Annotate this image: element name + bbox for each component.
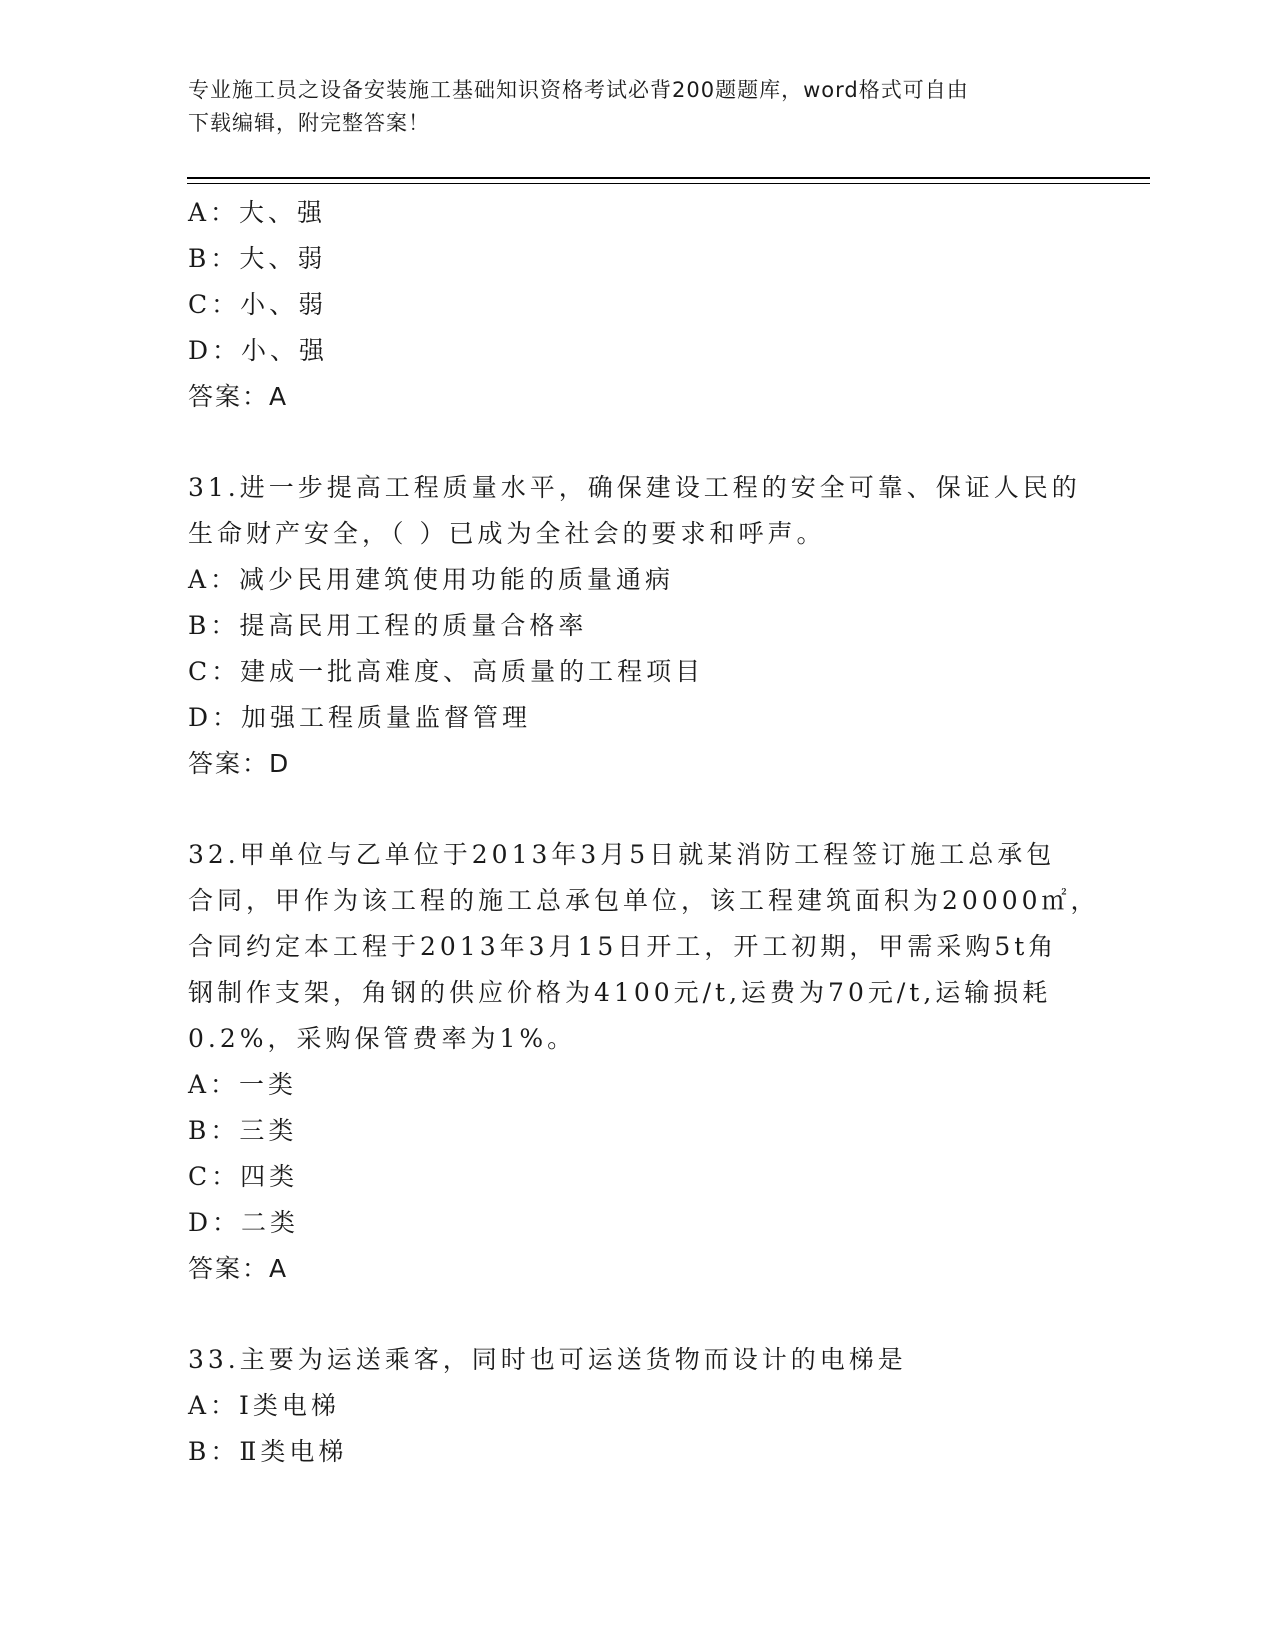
option-b: B：三类 — [188, 1116, 298, 1145]
option-a: A：一类 — [188, 1070, 298, 1099]
question-stem-line: 31.进一步提高工程质量水平，确保建设工程的安全可靠、保证人民的 — [188, 473, 1081, 502]
option-d: D：加强工程质量监督管理 — [188, 703, 532, 732]
option-b: B：大、弱 — [188, 244, 327, 273]
question-31-block — [188, 465, 1088, 787]
option-c: C：四类 — [188, 1162, 299, 1191]
header-title-line-1: 专业施工员之设备安装施工基础知识资格考试必背200题题库，word格式可自由 — [188, 78, 969, 102]
option-a: A：减少民用建筑使用功能的质量通病 — [188, 565, 675, 594]
spacer — [188, 420, 1088, 465]
spacer — [188, 1292, 1088, 1337]
answer-line: 答案：A — [188, 382, 289, 411]
option-a: A：大、强 — [188, 198, 327, 227]
spacer — [188, 787, 1088, 832]
answer-line: 答案：D — [188, 749, 291, 778]
question-stem-line: 0.2%，采购保管费率为1%。 — [188, 1024, 577, 1053]
option-b: B：Ⅱ类电梯 — [188, 1437, 348, 1466]
option-d: D：二类 — [188, 1208, 300, 1237]
document-body — [188, 190, 1100, 1475]
question-stem-line: 合同，甲作为该工程的施工总承包单位，该工程建筑面积为20000㎡， — [188, 886, 1100, 915]
option-a: A：Ⅰ类电梯 — [188, 1391, 340, 1420]
header-rule-thick — [187, 177, 1150, 179]
document-header — [188, 74, 1088, 140]
header-title-line-2: 下载编辑，附完整答案！ — [188, 111, 430, 135]
answer-line: 答案：A — [188, 1254, 289, 1283]
question-30-block — [188, 190, 1088, 420]
question-stem-line: 32.甲单位与乙单位于2013年3月5日就某消防工程签订施工总承包 — [188, 840, 1056, 869]
question-stem-line: 33.主要为运送乘客，同时也可运送货物而设计的电梯是 — [188, 1345, 907, 1374]
question-stem-line: 钢制作支架，角钢的供应价格为4100元/t,运费为70元/t,运输损耗 — [188, 978, 1052, 1007]
option-d: D：小、强 — [188, 336, 329, 365]
question-32-block — [188, 832, 1100, 1292]
option-b: B：提高民用工程的质量合格率 — [188, 611, 588, 640]
question-stem-line: 生命财产安全，（ ）已成为全社会的要求和呼声。 — [188, 519, 826, 548]
question-stem-line: 合同约定本工程于2013年3月15日开工，开工初期，甲需采购5t角 — [188, 932, 1058, 961]
option-c: C：小、弱 — [188, 290, 328, 319]
option-c: C：建成一批高难度、高质量的工程项目 — [188, 657, 705, 686]
question-33-block — [188, 1337, 1088, 1475]
header-rule-thin — [187, 183, 1150, 184]
